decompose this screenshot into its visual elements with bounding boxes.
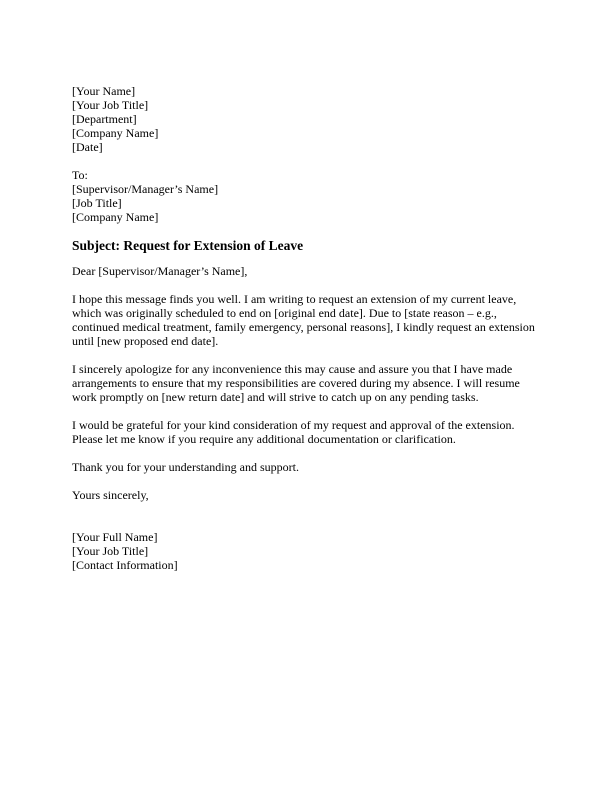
recipient-label: To: (72, 168, 88, 182)
paragraph-gratitude: I would be grateful for your kind consideration of my request and approval of the extension. Please let me know if you require any additional documentation or clarification. (72, 418, 515, 446)
sender-department: [Department] (72, 112, 137, 126)
recipient-job-title: [Job Title] (72, 196, 122, 210)
recipient-company: [Company Name] (72, 210, 159, 224)
sender-company: [Company Name] (72, 126, 159, 140)
sender-name: [Your Name] (72, 84, 136, 98)
sender-job-title: [Your Job Title] (72, 98, 149, 112)
letter-content (72, 70, 545, 586)
recipient-name: [Supervisor/Manager’s Name] (72, 182, 219, 196)
paragraph-request: I hope this message finds you well. I am writing to request an extension of my current leave, which was originally scheduled to end on [original end date]. Due to [state reason – e.g., continued medical treatment, family emergency, personal reasons], I kindly request an extension until [new proposed end date]. (72, 292, 535, 348)
signature-contact-info: [Contact Information] (72, 558, 178, 572)
subject-line: Subject: Request for Extension of Leave (72, 238, 304, 253)
closing-line: Yours sincerely, (72, 488, 149, 502)
signature-job-title: [Your Job Title] (72, 544, 149, 558)
signature-full-name: [Your Full Name] (72, 530, 158, 544)
paragraph-apology: I sincerely apologize for any inconvenience this may cause and assure you that I have made arrangements to ensure that my responsibilities are covered during my absence. I will resume work promptly on [new return date] and will strive to catch up on any pending tasks. (72, 362, 520, 404)
salutation: Dear [Supervisor/Manager’s Name], (72, 264, 248, 278)
sender-date: [Date] (72, 140, 103, 154)
thanks-line: Thank you for your understanding and support. (72, 460, 299, 474)
